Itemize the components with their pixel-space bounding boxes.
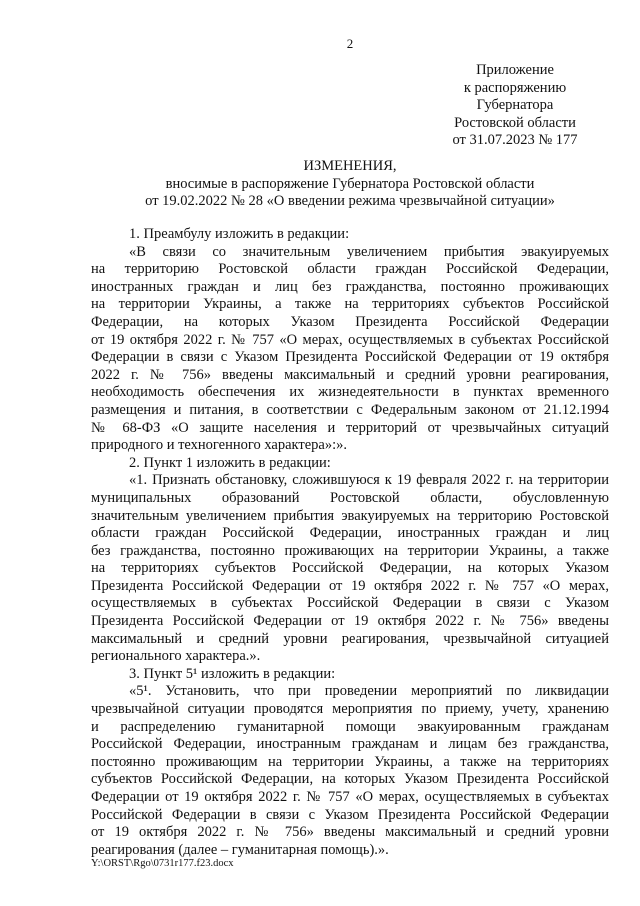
body-line: на территориях субъектов Российской Федерации, на которых Указом bbox=[91, 560, 609, 577]
body-line: от 19 октября 2022 г. № 757 «О мерах, осуществляемых в субъектах Российской bbox=[91, 331, 609, 348]
appendix-line: Ростовской области bbox=[454, 114, 576, 131]
body-line: муниципальных образований Ростовской области, обусловленную bbox=[91, 489, 609, 506]
body-line: чрезвычайной ситуации проводятся мероприятия по приему, учету, хранению bbox=[91, 701, 609, 718]
appendix-line: Губернатора bbox=[476, 97, 554, 114]
appendix-line: к распоряжению bbox=[463, 79, 567, 96]
body-line: осуществляемых в субъектах Российской Федерации в связи с Указом bbox=[91, 595, 609, 612]
appendix-line: Приложение bbox=[476, 62, 554, 78]
body-line: «1. Признать обстановку, сложившуюся к 19 февраля 2022 г. на территории bbox=[129, 472, 609, 489]
body-line: без гражданства, постоянно проживающих на территории Украины, а также bbox=[91, 542, 609, 559]
heading-subtitle-line: вносимые в распоряжение Губернатора Ростовской области bbox=[165, 175, 535, 192]
body-line: от 19 октября 2022 г. № 756» введены максимальный и средний уровни bbox=[91, 824, 609, 841]
body-line: «В связи со значительным увеличением прибытия эвакуируемых bbox=[129, 243, 609, 260]
body-line: на территорию Ростовской области граждан Российской Федерации, bbox=[91, 261, 609, 278]
body-line: 1. Преамбулу изложить в редакции: bbox=[129, 226, 350, 242]
body-line: значительным увеличением прибытия эвакуируемых на территорию Ростовской bbox=[91, 507, 609, 524]
body-line: максимальный и средний уровни реагирования, чрезвычайной ситуацией bbox=[91, 630, 609, 647]
appendix-line: от 31.07.2023 № 177 bbox=[452, 132, 578, 149]
body-line: и распределению гуманитарной помощи эвакуированным гражданам bbox=[91, 718, 609, 735]
body-line: Федерации от 19 октября 2022 г. № 757 «О мерах, осуществляемых в субъектах bbox=[91, 789, 609, 805]
body-line: субъектов Российской Федерации, на которых Указом Президента Российской bbox=[91, 771, 609, 788]
body-line: Российской Федерации, иностранным гражданам и лицам без гражданства, bbox=[91, 736, 609, 753]
body-line: регионального характера.». bbox=[91, 648, 261, 665]
body-line: «5¹. Установить, что при проведении мероприятий по ликвидации bbox=[129, 683, 609, 700]
heading-subtitle-line: от 19.02.2022 № 28 «О введении режима чрезвычайной ситуации» bbox=[145, 193, 555, 210]
body-line: № 68-ФЗ «О защите населения и территорий от чрезвычайных ситуаций bbox=[91, 419, 609, 436]
body-line: на территории Украины, а также на территориях субъектов Российской bbox=[91, 296, 609, 313]
body-line: 2. Пункт 1 изложить в редакции: bbox=[129, 454, 331, 471]
footer-file-path: Y:\ORST\Rgo\0731r177.f23.docx bbox=[91, 858, 234, 869]
body-line: природного и техногенного характера»:». bbox=[91, 437, 347, 454]
appendix-block bbox=[440, 62, 590, 150]
heading-title: ИЗМЕНЕНИЯ, bbox=[303, 158, 397, 174]
body-line: 2022 г. № 756» введены максимальный и средний уровни реагирования, bbox=[91, 366, 609, 383]
body-line: размещения и питания, в соответствии с Федеральным законом от 21.12.1994 bbox=[91, 401, 609, 418]
page-number: 2 bbox=[346, 36, 354, 51]
body-line: Федерации в связи с Указом Президента Российской Федерации от 19 октября bbox=[91, 349, 609, 366]
body-line: Президента Российской Федерации от 19 октября 2022 г. № 757 «О мерах, bbox=[91, 577, 609, 594]
body-line: Федерации, на которых Указом Президента Российской Федерации bbox=[91, 313, 609, 330]
body-line: 3. Пункт 5¹ изложить в редакции: bbox=[129, 665, 336, 682]
document-heading bbox=[78, 158, 622, 211]
body-line: необходимость обеспечения их жизнедеятельности в пунктах временного bbox=[91, 384, 609, 401]
body-line: реагирования (далее – гуманитарная помощь).». bbox=[91, 841, 389, 858]
document-body bbox=[91, 226, 609, 859]
body-line: области граждан Российской Федерации, иностранных граждан и лиц bbox=[91, 525, 609, 542]
body-line: иностранных граждан и лиц без гражданства, постоянно проживающих bbox=[91, 278, 609, 295]
body-line: Президента Российской Федерации от 19 октября 2022 г. № 756» введены bbox=[91, 613, 609, 630]
body-line: Российской Федерации в связи с Указом Президента Российской Федерации bbox=[91, 806, 609, 823]
body-line: постоянно проживающим на территории Украины, а также на территориях bbox=[91, 753, 609, 770]
